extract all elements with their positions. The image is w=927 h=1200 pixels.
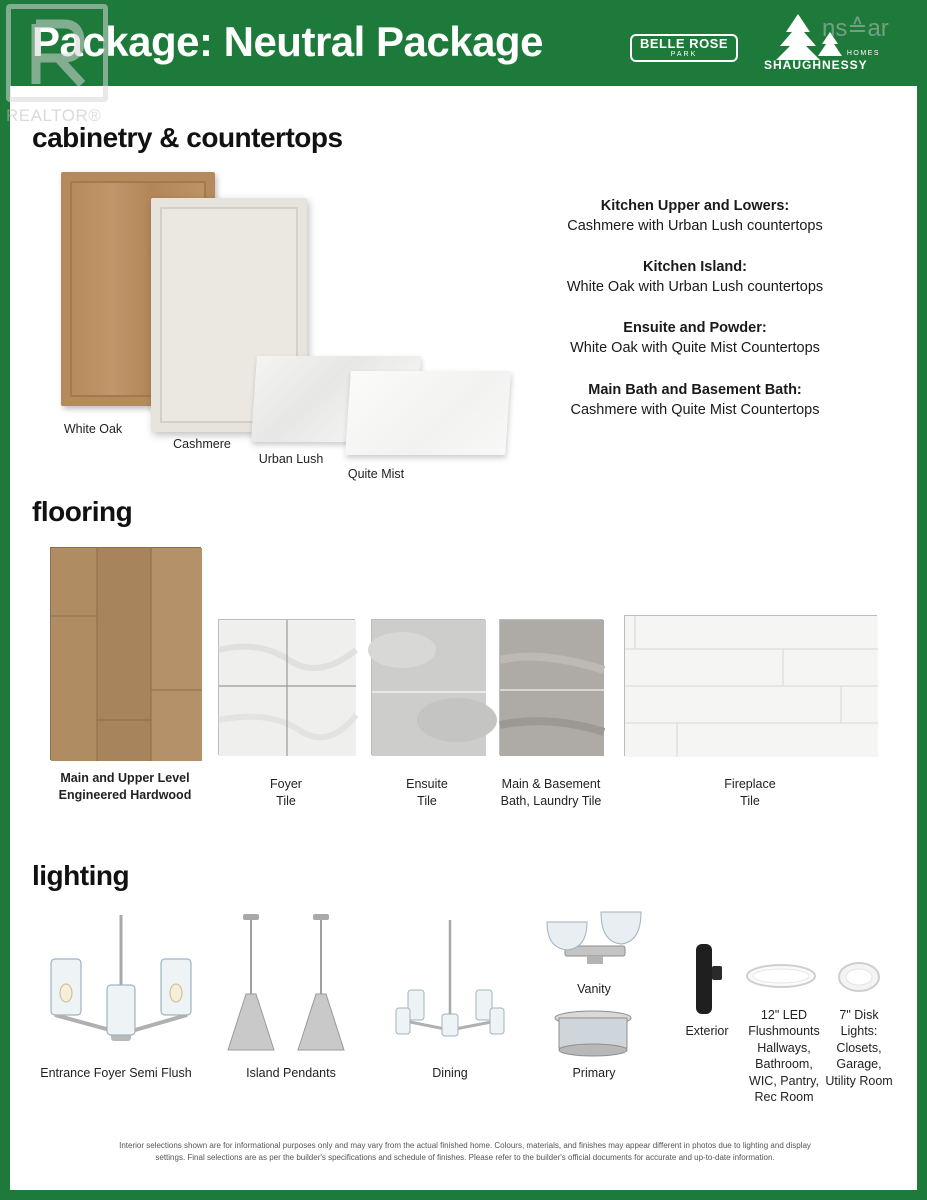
hardwood-floor-swatch — [50, 547, 201, 760]
hardwood-label: Main and Upper Level Engineered Hardwood — [58, 771, 192, 802]
cashmere-label: Cashmere — [173, 437, 231, 451]
main-basement-bath-tile-swatch — [499, 619, 603, 755]
lighting-section-title: lighting — [32, 860, 130, 891]
fireplace-tile-label: Fireplace Tile — [724, 777, 776, 808]
exterior-label: Exterior — [685, 1024, 729, 1038]
ensuite-tile-swatch — [371, 619, 485, 755]
spec-kitchen-island: Kitchen Island: White Oak with Urban Lush countertops — [566, 259, 824, 295]
dining-chandelier-icon — [392, 920, 512, 1050]
semi-flush-fixture-icon — [45, 915, 195, 1045]
nsar-watermark: ns≙ar — [822, 15, 889, 42]
dining-label: Dining — [432, 1066, 468, 1080]
disk-light-icon — [836, 960, 882, 994]
page-title: Package: Neutral Package — [32, 18, 543, 65]
island-pendants-icon — [228, 912, 358, 1052]
primary-label: Primary — [572, 1066, 616, 1080]
ensuite-tile-label: Ensuite Tile — [406, 777, 448, 808]
fireplace-tile-swatch — [624, 615, 877, 756]
logo-brand: SHAUGHNESSY — [764, 58, 868, 72]
white-oak-label: White Oak — [63, 422, 123, 436]
primary-flushmount-icon — [553, 1010, 633, 1060]
quite-mist-countertop-swatch — [345, 371, 511, 455]
realtor-watermark — [6, 4, 108, 128]
spec-main-basement-bath: Main Bath and Basement Bath: Cashmere with Quite Mist Countertops — [570, 382, 820, 418]
exterior-sconce-icon — [690, 940, 730, 1020]
cabinetry-section-title: cabinetry & countertops — [32, 122, 343, 153]
logo-belle-name: BELLE ROSE — [639, 36, 729, 51]
foyer-tile-swatch — [218, 619, 355, 755]
vanity-label: Vanity — [577, 982, 611, 996]
vanity-light-icon — [545, 908, 645, 968]
logo-belle-sub: PARK — [670, 51, 698, 58]
quite-mist-label: Quite Mist — [347, 467, 405, 481]
urban-lush-label: Urban Lush — [258, 452, 324, 466]
semi-flush-label: Entrance Foyer Semi Flush — [40, 1066, 192, 1080]
disclaimer: Interior selections shown are for informational purposes only and may vary from the actual finished home. Colours, materials, and finishes may appear different in photos due to lighting and display settings. Final selections are as per the builder's specifications and schedule of finishes. Please refer to the builder's official documents for accurate and up-to-date information. — [119, 1141, 811, 1162]
main-basement-bath-tile-label: Main & Basement Bath, Laundry Tile — [500, 777, 602, 808]
island-pendants-label: Island Pendants — [246, 1066, 336, 1080]
realtor-r-icon — [6, 4, 108, 102]
led-flushmount-label: 12" LED Flushmounts Hallways, Bathroom, WIC, Pantry, Rec Room — [748, 1008, 820, 1105]
logo-brand-sub: HOMES — [846, 50, 880, 57]
led-flushmount-icon — [745, 962, 817, 990]
disk-light-label: 7" Disk Lights: Closets, Garage, Utility Room — [825, 1008, 893, 1088]
foyer-tile-label: Foyer Tile — [270, 777, 302, 808]
belle-rose-park-logo — [630, 34, 738, 62]
flooring-section-title: flooring — [32, 496, 133, 527]
realtor-mark-text: REALTOR® — [6, 106, 102, 125]
spec-ensuite-powder: Ensuite and Powder: White Oak with Quite Mist Countertops — [570, 320, 820, 356]
spec-kitchen-upper-lowers: Kitchen Upper and Lowers: Cashmere with Urban Lush countertops — [567, 198, 823, 234]
